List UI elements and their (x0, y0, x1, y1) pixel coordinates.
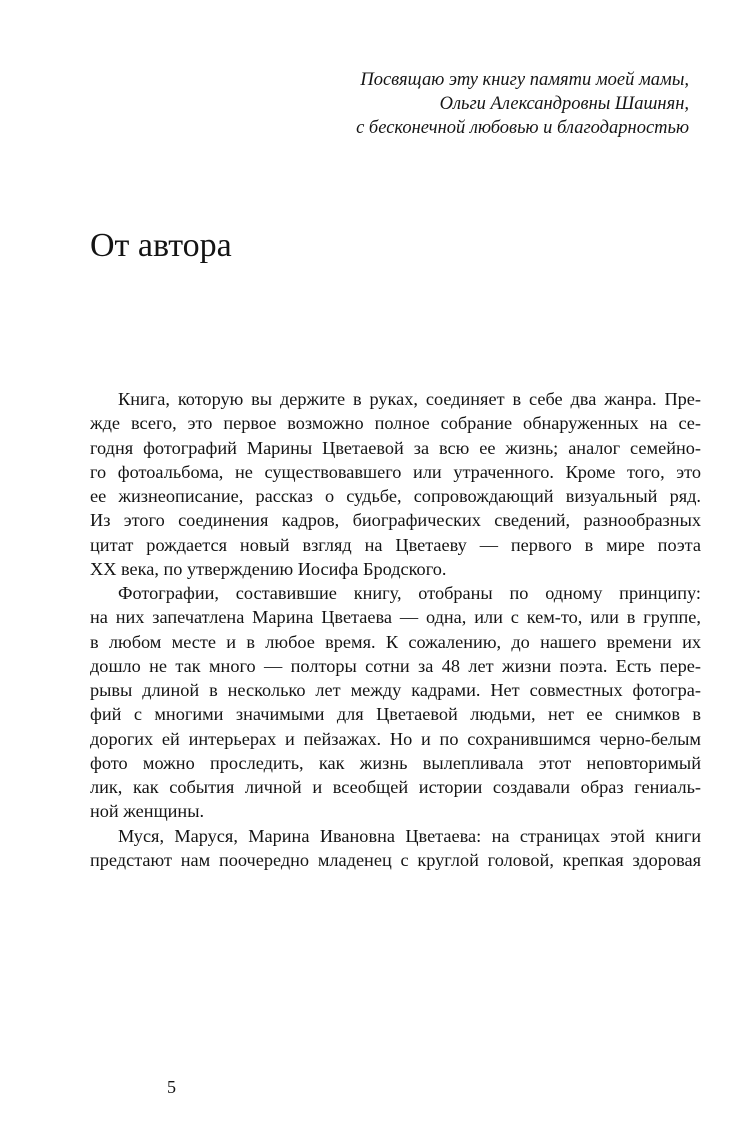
text-line: дорогих ей интерьерах и пейзажах. Но и по сохранившимся черно-белым (90, 728, 701, 749)
text-line: годня фотографий Марины Цветаевой за всю ее жизнь; аналог семейно- (90, 437, 701, 458)
text-line: предстают нам поочередно младенец с круглой головой, крепкая здоровая (90, 849, 701, 870)
text-line: Книга, которую вы держите в руках, соединяет в себе два жанра. Пре- (118, 389, 701, 409)
paragraph (90, 581, 701, 824)
text-line: в любом месте и в любое время. К сожалению, до нашего времени их (90, 631, 701, 652)
paragraph (90, 824, 701, 873)
text-line: жде всего, это первое возможно полное собрание обнаруженных на се- (90, 413, 701, 434)
text-line: ной женщины. (90, 801, 205, 822)
text-line: го фотоальбома, не существовавшего или утраченного. Кроме того, это (90, 461, 701, 482)
text-line: Фотографии, составившие книгу, отобраны по одному принципу: (118, 583, 701, 603)
text-line: Муся, Маруся, Марина Ивановна Цветаева: на страницах этой книги (118, 825, 701, 846)
text-line: ее жизнеописание, рассказ о судьбе, сопровождающий визуальный ряд. (90, 486, 701, 506)
paragraph (90, 387, 701, 581)
page-number: 5 (167, 1077, 176, 1097)
dedication-line: Ольги Александровны Шашнян, (439, 94, 689, 114)
text-line: лик, как события личной и всеобщей истории создавали образ гениаль- (90, 777, 701, 797)
text-line: цитат рождается новый взгляд на Цветаеву — первого в мире поэта (90, 534, 701, 555)
dedication (269, 68, 689, 140)
text-line: фото можно проследить, как жизнь вылепливала этот неповторимый (90, 752, 701, 773)
text-line: дошло не так много — полторы сотни за 48 лет жизни поэта. Есть пере- (90, 655, 701, 676)
dedication-line: Посвящаю эту книгу памяти моей мамы, (360, 70, 689, 90)
text-line: XX века, по утверждению Иосифа Бродского. (90, 558, 447, 579)
text-line: фий с многими значимыми для Цветаевой людьми, нет ее снимков в (90, 704, 701, 725)
text-line: Из этого соединения кадров, биографических сведений, разнообразных (90, 510, 701, 531)
body-text (90, 387, 701, 872)
dedication-line: с бесконечной любовью и благодарностью (356, 118, 689, 138)
text-line: рывы длиной в несколько лет между кадрами. Нет совместных фотогра- (90, 680, 701, 700)
text-line: на них запечатлена Марина Цветаева — одна, или с кем-то, или в группе, (90, 607, 701, 628)
chapter-title: От автора (90, 227, 232, 264)
